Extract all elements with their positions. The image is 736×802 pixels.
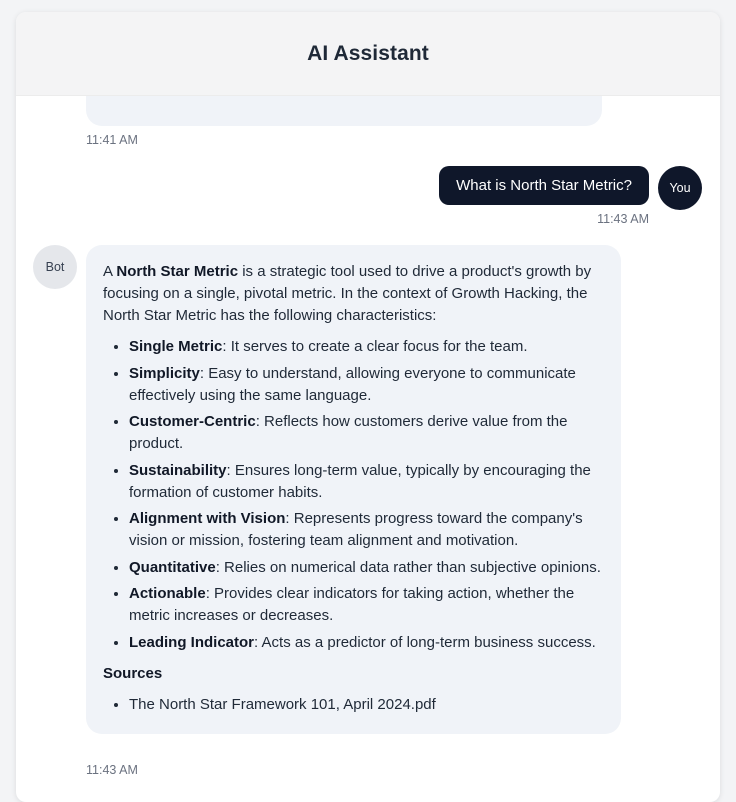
previous-bot-message [86,96,602,126]
user-avatar: You [658,166,702,210]
item-term: Quantitative [129,558,216,576]
previous-message-timestamp: 11:41 AM [86,133,138,147]
item-desc: : Represents progress toward the company's vision or mission, fostering team alignment and motivation. [129,510,583,549]
bot-intro [103,261,604,327]
list-item [129,411,604,455]
user-message-timestamp: 11:43 AM [597,212,649,226]
sources-heading: Sources [103,664,163,682]
sources-list [103,694,604,716]
page-title: AI Assistant [307,41,429,65]
message-list[interactable] [16,96,720,802]
intro-bold-term: North Star Metric [116,263,239,280]
item-desc: : Acts as a predictor of long-term business success. [254,633,596,651]
item-term: Sustainability [129,461,227,479]
list-item [129,557,604,579]
list-item [129,508,604,552]
item-desc: : Provides clear indicators for taking action, whether the metric increases or decreases. [129,585,575,624]
characteristics-list [103,336,604,654]
list-item [129,363,604,407]
chat-header [16,12,720,96]
list-item [129,583,604,627]
item-desc: : Easy to understand, allowing everyone to communicate effectively using the same language. [129,364,576,404]
item-term: Actionable [129,585,206,602]
intro-prefix: A [103,263,117,280]
bot-message-timestamp: 11:43 AM [86,763,138,777]
item-term: Single Metric [129,338,223,355]
item-term: Alignment with Vision [129,510,286,527]
bot-avatar: Bot [33,245,77,289]
item-term: Customer-Centric [129,413,256,430]
list-item [129,632,604,654]
chat-window [16,12,720,802]
item-term: Simplicity [129,364,200,382]
item-desc: : Reflects how customers derive value from the product. [129,413,568,452]
item-term: Leading Indicator [129,633,255,651]
item-desc: : It serves to create a clear focus for the team. [222,338,528,355]
item-desc: : Relies on numerical data rather than subjective opinions. [215,558,601,576]
source-item[interactable]: • The North Star Framework 101, April 2024.pdf [129,694,604,716]
list-item [129,336,604,358]
intro-text: is a strategic tool used to drive a product's growth by focusing on a single, pivotal metric. In the context of Growth Hacking, the North Star Metric has the following characteristics: [103,263,592,324]
user-message: What is North Star Metric? [439,166,649,205]
list-item [129,460,604,504]
item-desc: : Ensures long-term value, typically by encouraging the formation of customer habits. [129,461,591,501]
bot-message [86,245,621,734]
